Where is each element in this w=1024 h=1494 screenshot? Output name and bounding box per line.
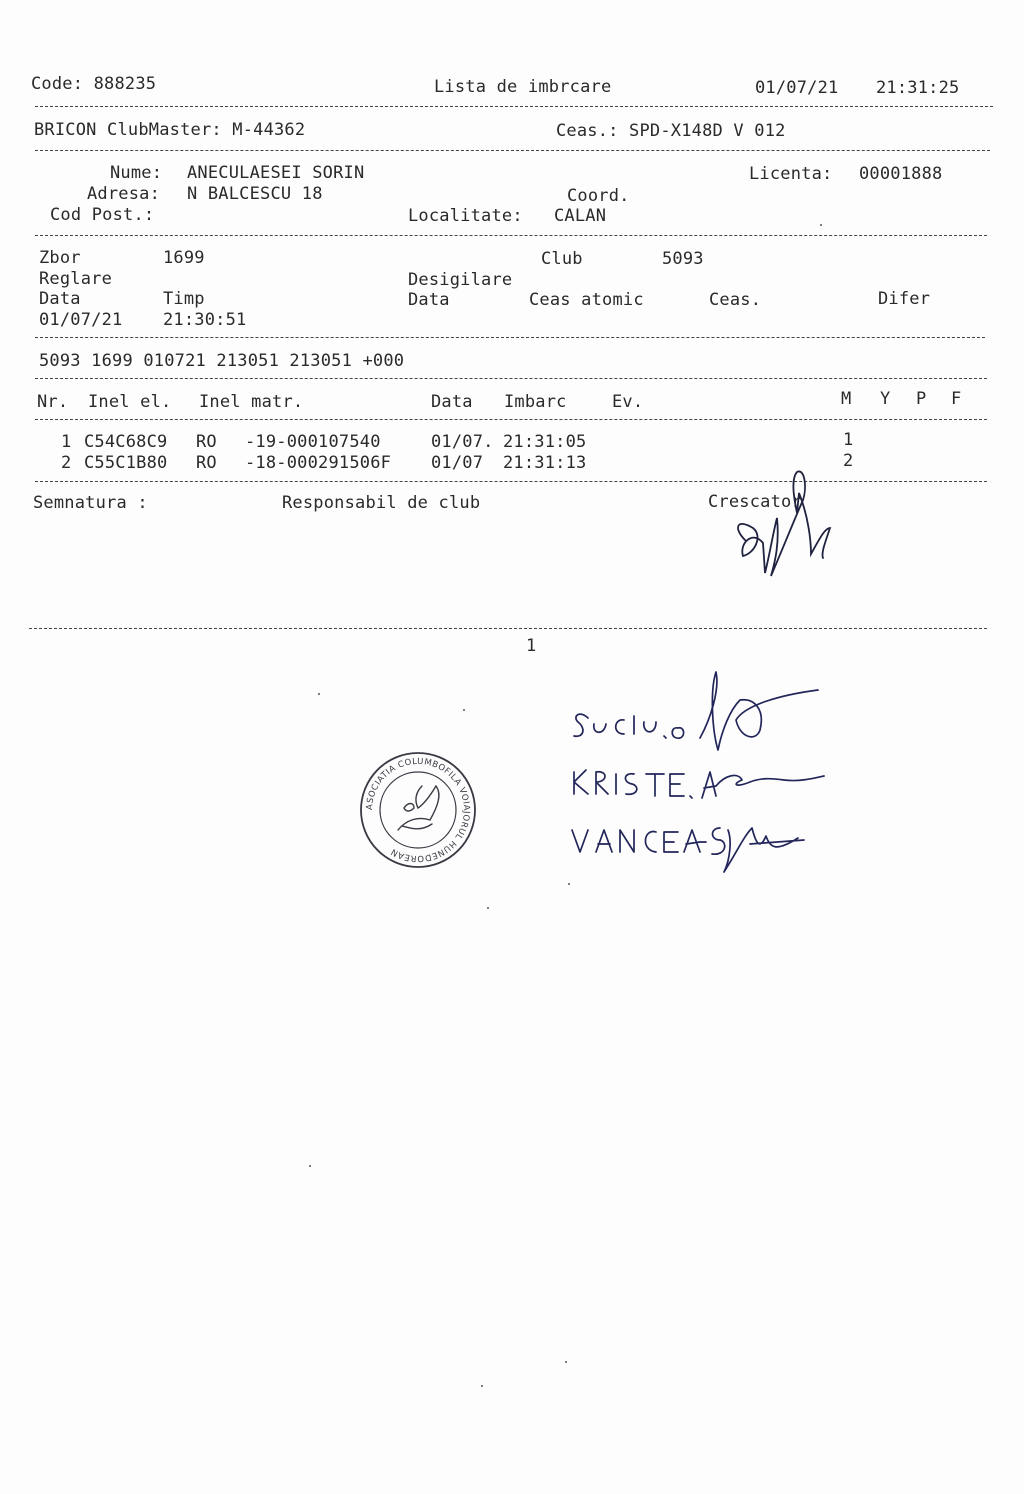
svg-text:ASOCIATIA COLUMBOFILA VOIAJORU xyxy=(365,757,471,863)
col-nr: Nr. xyxy=(37,392,69,412)
speck xyxy=(309,1165,311,1167)
row-m: 1 xyxy=(843,430,854,450)
divider xyxy=(35,337,985,338)
postal-code-label: Cod Post.: xyxy=(50,205,155,225)
difference-label: Difer xyxy=(878,289,931,309)
stamp-text: ASOCIATIA COLUMBOFILA VOIAJORUL HUNEDOREAN xyxy=(364,756,472,864)
row-country: RO xyxy=(196,453,217,473)
speck xyxy=(318,693,320,695)
setting-date-label: Data xyxy=(39,289,81,309)
document-code: Code: 888235 xyxy=(31,74,157,94)
page-number: 1 xyxy=(526,636,537,656)
speck xyxy=(487,907,489,909)
divider xyxy=(35,106,993,107)
col-ring-el: Inel el. xyxy=(88,392,172,412)
col-ring-matr: Inel matr. xyxy=(199,392,304,412)
code-line: 5093 1699 010721 213051 213051 +000 xyxy=(39,351,405,371)
unseal-label: Desigilare xyxy=(408,270,513,290)
speck xyxy=(565,1361,567,1363)
col-p: P xyxy=(916,389,927,409)
row-time: 21:31:13 xyxy=(503,453,587,473)
name-label: Nume: xyxy=(110,163,163,183)
row-date: 01/07. xyxy=(431,432,494,452)
breeder-label: Crescator xyxy=(708,492,802,512)
print-time: 21:31:25 xyxy=(876,78,960,98)
speck xyxy=(481,1385,483,1387)
club-responsible-label: Responsabil de club xyxy=(282,493,481,513)
document-title: Lista de imbrcare xyxy=(434,77,612,97)
flight-label: Zbor xyxy=(39,248,81,268)
setting-time: 21:30:51 xyxy=(163,310,247,330)
flight-number: 1699 xyxy=(163,248,205,268)
signature-label: Semnatura : xyxy=(33,493,148,513)
committee-signatures-icon xyxy=(560,660,840,880)
col-date: Data xyxy=(431,392,473,412)
setting-date: 01/07/21 xyxy=(39,310,123,330)
row-time: 21:31:05 xyxy=(503,432,587,452)
speck xyxy=(820,224,822,226)
club-number: 5093 xyxy=(662,249,704,269)
coord-label: Coord. xyxy=(567,186,630,206)
col-y: Y xyxy=(880,389,891,409)
col-f: F xyxy=(951,389,962,409)
club-stamp-icon xyxy=(358,750,478,870)
divider xyxy=(35,150,990,151)
divider xyxy=(35,419,987,420)
col-event: Ev. xyxy=(612,392,644,412)
club-label: Club xyxy=(541,249,583,269)
speck xyxy=(463,709,465,711)
row-ring-matr: -19-000107540 xyxy=(245,432,381,452)
print-date: 01/07/21 xyxy=(755,78,839,98)
atomic-clock-label: Ceas atomic xyxy=(529,290,644,310)
setting-label: Reglare xyxy=(39,269,113,289)
row-nr: 2 xyxy=(61,453,72,473)
locality-label: Localitate: xyxy=(408,206,523,226)
owner-name: ANECULAESEI SORIN xyxy=(187,163,365,183)
speck xyxy=(568,883,570,885)
divider xyxy=(35,378,987,379)
divider xyxy=(35,235,987,236)
row-ring-el: C55C1B80 xyxy=(84,453,168,473)
locality: CALAN xyxy=(554,206,607,226)
owner-address: N BALCESCU 18 xyxy=(187,184,323,204)
setting-time-label: Timp xyxy=(163,289,205,309)
club-master-id: BRICON ClubMaster: M-44362 xyxy=(34,120,306,140)
row-nr: 1 xyxy=(61,432,72,452)
row-m: 2 xyxy=(843,451,854,471)
address-label: Adresa: xyxy=(87,184,161,204)
divider xyxy=(29,628,987,629)
breeder-signature-icon xyxy=(725,458,845,588)
row-ring-el: C54C68C9 xyxy=(84,432,168,452)
col-m: M xyxy=(841,389,852,409)
unseal-date-label: Data xyxy=(408,290,450,310)
license-number: 00001888 xyxy=(859,164,943,184)
row-ring-matr: -18-000291506F xyxy=(245,453,392,473)
clock-label: Ceas. xyxy=(709,290,762,310)
row-date: 01/07 xyxy=(431,453,484,473)
license-label: Licenta: xyxy=(749,164,833,184)
col-boarding: Imbarc xyxy=(504,392,567,412)
clock-id: Ceas.: SPD-X148D V 012 xyxy=(556,121,786,141)
row-country: RO xyxy=(196,432,217,452)
